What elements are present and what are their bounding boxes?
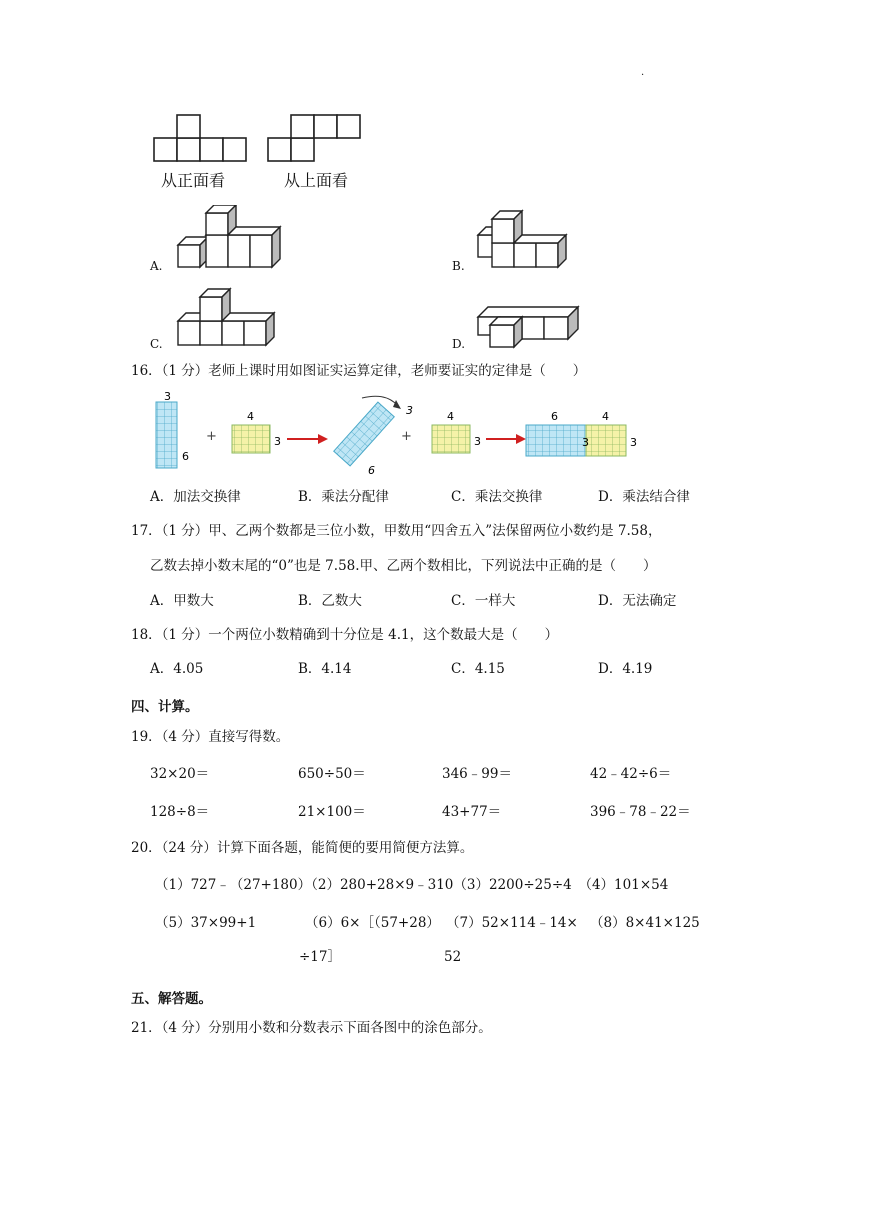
top-view-shape [268,115,360,161]
q17-choice-c: C．一样大 [451,593,516,609]
rotated-grid [334,402,395,466]
option-d-label: D. [452,337,466,351]
q19-r1-c3: 346﹣99＝ [442,766,512,782]
front-view-label: 从正面看 [161,171,226,190]
q17-line1: 17．（1 分）甲、乙两个数都是三位小数，甲数用“四舍五入”法保留两位小数约是 7.58， [131,523,662,539]
q20-row1: （1）727﹣（27+180）（2）280+28×9﹣310（3）2200÷25÷4 （4）101×54 [155,877,669,893]
q19-stem: 19．（4 分）直接写得数。 [131,729,290,745]
option-b-cubes [470,205,590,275]
q20-item-6: （6）6×［（57+28） [305,915,440,931]
comb-mid-label: 3 [582,436,589,449]
section-4-heading: 四、计算。 [131,699,199,715]
front-view-shape [154,115,246,161]
q18-choice-d: D．4.19 [598,661,653,677]
q20-item-6-cont: ÷17］ [299,949,341,965]
q16-choice-a: A．加法交换律 [150,489,241,505]
q19-r1-c4: 42﹣42÷6＝ [590,766,672,782]
q20-item-8: （8）8×41×125 [590,915,700,931]
q18-choice-a: A．4.05 [150,661,204,677]
q16-choice-d: D．乘法结合律 [598,489,690,505]
grid2-top-label: 4 [247,410,254,423]
option-a-cubes [170,205,290,275]
option-b-label: B. [452,259,465,273]
q19-r2-c4: 396﹣78﹣22＝ [590,804,691,820]
q19-r2-c1: 128÷8＝ [150,804,210,820]
grid3-top-label: 4 [447,410,454,423]
q20-item-7-cont: 52 [444,949,462,965]
grid3-side-label: 3 [474,435,481,448]
comb-side-label: 3 [630,436,637,449]
grid2-side-label: 3 [274,435,281,448]
q18-choice-b: B．4.14 [298,661,352,677]
q19-r1-c1: 32×20＝ [150,766,210,782]
q16-choice-c: C．乘法交换律 [451,489,543,505]
q17-line2: 乙数去掉小数末尾的“0”也是 7.58.甲、乙两个数相比，下列说法中正确的是（ ） [150,558,657,574]
q16-choice-b: B．乘法分配律 [298,489,389,505]
comb-top-left: 6 [551,410,558,423]
q17-choice-b: B．乙数大 [298,593,362,609]
combined-grid-blue [526,425,586,456]
page-mark: . [641,67,645,78]
combined-grid-yellow [586,425,626,456]
option-d-cubes [470,295,590,350]
rot-label-a: 3 [406,404,413,417]
q18-stem: 18．（1 分）一个两位小数精确到十分位是 4.1，这个数最大是（ ） [131,627,559,643]
comb-top-right: 4 [602,410,609,423]
option-c-cubes [170,285,290,350]
q19-r2-c3: 43+77＝ [442,804,502,820]
option-a-label: A. [150,259,163,273]
plus-sign: + [206,429,217,444]
grid-4x3-b [432,425,470,453]
grid1-top-label: 3 [164,390,171,403]
rot-label-b: 6 [368,464,375,476]
q17-choice-d: D．无法确定 [598,593,677,609]
top-view-label: 从上面看 [284,171,349,190]
q20-item-7: （7）52×114﹣14× [446,915,578,931]
plus-sign-2: + [401,429,412,444]
q20-stem: 20．（24 分）计算下面各题，能简便的要用简便方法算。 [131,840,474,856]
option-c-label: C. [150,337,163,351]
q20-item-5: （5）37×99+1 [155,915,257,931]
grid1-side-label: 6 [182,450,189,463]
q17-choice-a: A．甲数大 [150,593,214,609]
q19-r1-c2: 650÷50＝ [298,766,366,782]
q18-choice-c: C．4.15 [451,661,505,677]
q19-r2-c2: 21×100＝ [298,804,366,820]
section-5-heading: 五、解答题。 [131,991,212,1007]
q16-stem: 16．（1 分）老师上课时用如图证实运算定律，老师要证实的定律是（ ） [131,363,587,379]
q21-stem: 21．（4 分）分别用小数和分数表示下面各图中的涂色部分。 [131,1020,492,1036]
q16-figure [150,388,650,476]
